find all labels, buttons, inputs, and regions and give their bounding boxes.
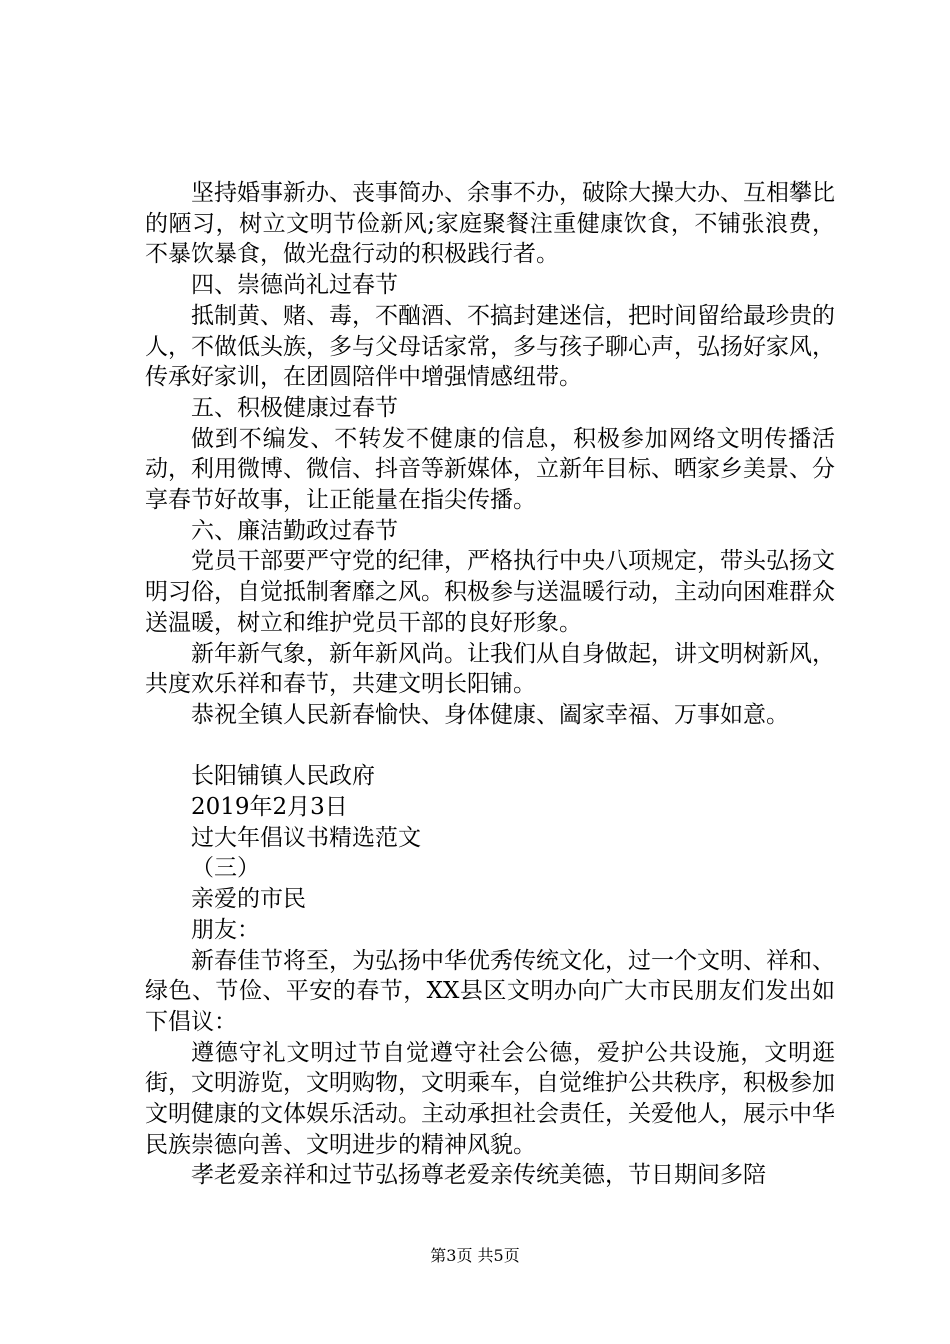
paragraph-greetings: 恭祝全镇人民新春愉快、身体健康、阖家幸福、万事如意。 [191,701,789,728]
article-title: 过大年倡议书精选范文 [191,824,421,851]
paragraph-filial-piety: 孝老爱亲祥和过节弘扬尊老爱亲传统美德，节日期间多陪 [191,1162,766,1189]
paragraph-intro: 新春佳节将至，为弘扬中华优秀传统文化，过一个文明、祥和、绿色、节俭、平安的春节，XX县区文明办向广大市民朋友们发出如下倡议： [145,947,835,1035]
article-part-number: （三） [191,855,260,882]
paragraph-cadre-discipline: 党员干部要严守党的纪律，严格执行中央八项规定，带头弘扬文明习俗，自觉抵制奢靡之风。积极参与送温暖行动，主动向困难群众送温暖，树立和维护党员干部的良好形象。 [145,548,835,636]
paragraph-online-civility: 做到不编发、不转发不健康的信息，积极参加网络文明传播活动，利用微博、微信、抖音等新媒体，立新年目标、晒家乡美景、分享春节好故事，让正能量在指尖传播。 [145,425,835,514]
paragraph-frugal-customs: 坚持婚事新办、丧事简办、余事不办，破除大操大办、互相攀比的陋习，树立文明节俭新风;家庭聚餐注重健康饮食，不铺张浪费，不暴饮暴食，做光盘行动的积极践行者。 [145,180,835,268]
document-body [145,178,835,1191]
paragraph-family-values: 抵制黄、赌、毒，不酗酒、不搞封建迷信，把时间留给最珍贵的人，不做低头族，多与父母话家常，多与孩子聊心声，弘扬好家风，传承好家训，在团圆陪伴中增强情感纽带。 [145,302,835,391]
section-heading-6: 六、廉洁勤政过春节 [191,517,398,544]
section-heading-4: 四、崇德尚礼过春节 [191,272,398,299]
section-heading-5: 五、积极健康过春节 [191,394,398,421]
salutation-line-1: 亲爱的市民 [191,886,306,913]
signature-organization: 长阳铺镇人民政府 [191,763,375,790]
signature-date: 2019年2月3日 [191,794,348,821]
paragraph-new-year-appeal: 新年新气象，新年新风尚。让我们从自身做起，讲文明树新风，共度欢乐祥和春节，共建文明长阳铺。 [145,640,835,698]
blank-line [145,731,835,762]
page-number-footer: 第3页 共5页 [430,1246,520,1265]
paragraph-civility: 遵德守礼文明过节自觉遵守社会公德，爱护公共设施，文明逛街，文明游览，文明购物，文明乘车，自觉维护公共秩序，积极参加文明健康的文体娱乐活动。主动承担社会责任，关爱他人，展示中华民族崇德向善、文明进步的精神风貌。 [145,1039,835,1158]
salutation-line-2: 朋友： [191,916,260,943]
